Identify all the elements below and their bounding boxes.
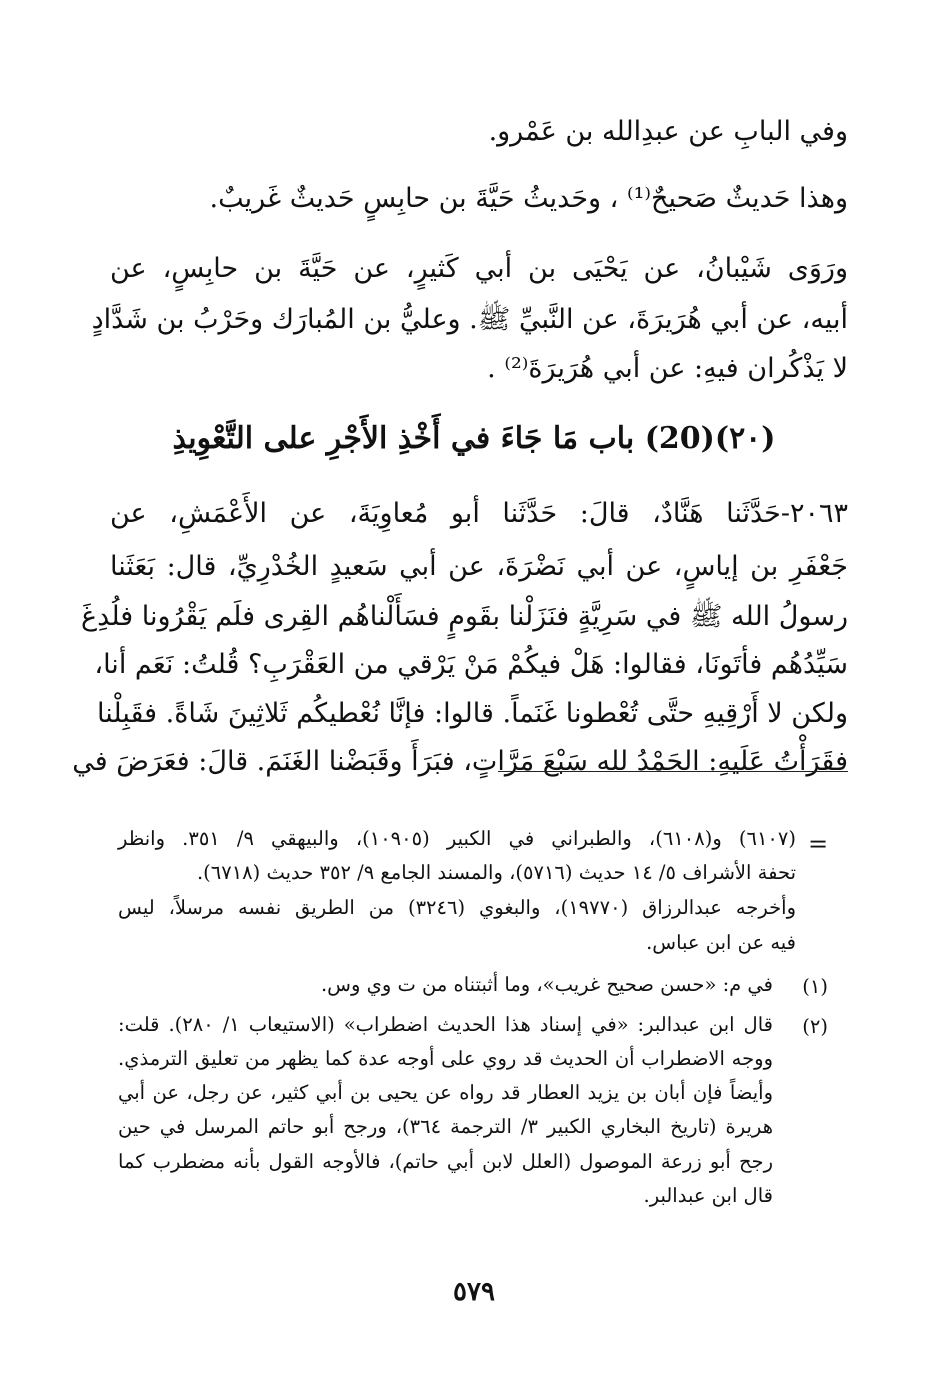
footnote-line: في م: «حسن صحيح غريب»، وما أثبتناه من ت وي وس. <box>320 973 773 996</box>
hadith-line: جَعْفَرِ بن إياسٍ، عن أبي نَضْرَةَ، عن أبي سَعيدٍ الخُدْرِيِّ، قال: بَعَثَنا <box>110 551 848 582</box>
text-line: وفي البابِ عن عبدِالله بن عَمْرو. <box>488 116 848 147</box>
text-line: لا يَذْكُران فيهِ: عن أبي هُرَيرَةَ⁽²⁾ . <box>487 353 848 384</box>
hadith-line: فقَرَأْتُ عَلَيهِ: الحَمْدُ لله سَبْعَ مَرَّاتٍ، فبَرَأَ وقَبَضْنا الغَنَمَ. قالَ: فعَرَضَ في <box>72 746 848 777</box>
continuation-mark: = <box>808 830 829 858</box>
page-number: ٥٧٩ <box>453 1277 495 1307</box>
text-line: أبيه، عن أبي هُرَيرَةَ، عن النَّبيِّ ﷺ. وعليُّ بن المُبارَك وحَرْبُ بن شَدَّادٍ <box>91 304 848 335</box>
footnote-line: قال ابن عبدالبر. <box>643 1184 773 1207</box>
footnote-line: ووجه الاضطراب أن الحديث قد روي على أوجه عدة كما يظهر من تعليق الترمذي. <box>118 1047 773 1070</box>
hadith-line: سَيِّدُهُم فأتَونَا، فقالوا: هَلْ فيكُمْ مَنْ يَرْقي من العَقْرَبِ؟ قُلتُ: نَعَم أنا، <box>94 649 848 680</box>
text-line: ورَوَى شَيْبانُ، عن يَحْيَى بن أبي كَثيرٍ، عن حَيَّةَ بن حابِسٍ، عن <box>110 253 848 284</box>
footnote-line: وأخرجه عبدالرزاق (١٩٧٧٠)، والبغوي (٣٢٤٦) من الطريق نفسه مرسلاً، ليس <box>118 896 797 919</box>
hadith-line: ولكن لا أَرْقِيهِ حتَّى تُعْطونا غَنَماً. قالوا: فإنَّا نُعْطيكُم ثَلاثِينَ شَاةً. فقَبِلْنا <box>97 698 848 729</box>
footnote-separator <box>498 771 848 772</box>
hadith-line: رسولُ الله ﷺ في سَرِيَّةٍ فنَزَلْنا بقَومٍ فسَأَلْناهُم القِرى فلَم يَقْرُونا فلُدِغَ <box>81 601 848 632</box>
footnote-line: هريرة (تاريخ البخاري الكبير ٣/ الترجمة ٣٦٤)، ورجح أبو حاتم المرسل في حين <box>118 1115 773 1138</box>
footnote-line: وأيضاً فإن أبان بن يزيد العطار قد رواه عن يحيى بن أبي كثير، عن رجل، عن أبي <box>118 1081 773 1104</box>
text-line: وهذا حَديثٌ صَحيحٌ⁽¹⁾ ، وحَديثُ حَيَّةَ بن حابِسٍ حَديثٌ غَريبٌ. <box>209 183 848 214</box>
footnote-line: قال ابن عبدالبر: «في إسناد هذا الحديث اضطراب» (الاستيعاب ١/ ٢٨٠). قلت: <box>118 1013 773 1036</box>
footnote-line: فيه عن ابن عباس. <box>646 931 796 954</box>
footnote-line: (٦١٠٧) و(٦١٠٨)، والطبراني في الكبير (١٠٩٠٥)، والبيهقي ٩/ ٣٥١. وانظر <box>118 827 796 850</box>
footnote-number: (١) <box>802 975 828 998</box>
footnote-line: رجح أبو زرعة الموصول (العلل لابن أبي حاتم)، فالأوجه القول بأنه مضطرب كما <box>118 1150 773 1173</box>
footnote-line: تحفة الأشراف ٥/ ١٤ حديث (٥٧١٦)، والمسند الجامع ٩/ ٣٥٢ حديث (٦٧١٨). <box>196 861 796 884</box>
footnote-number: (٢) <box>802 1015 828 1038</box>
hadith-line: ٢٠٦٣-حَدَّثَنا هَنَّادٌ، قالَ: حَدَّثَنا أبو مُعاوِيَةَ، عن الأَعْمَشِ، عن <box>110 498 848 529</box>
chapter-heading: (٢٠)(20) باب مَا جَاءَ في أَخْذِ الأَجْرِ على التَّعْوِيذِ <box>172 421 776 456</box>
